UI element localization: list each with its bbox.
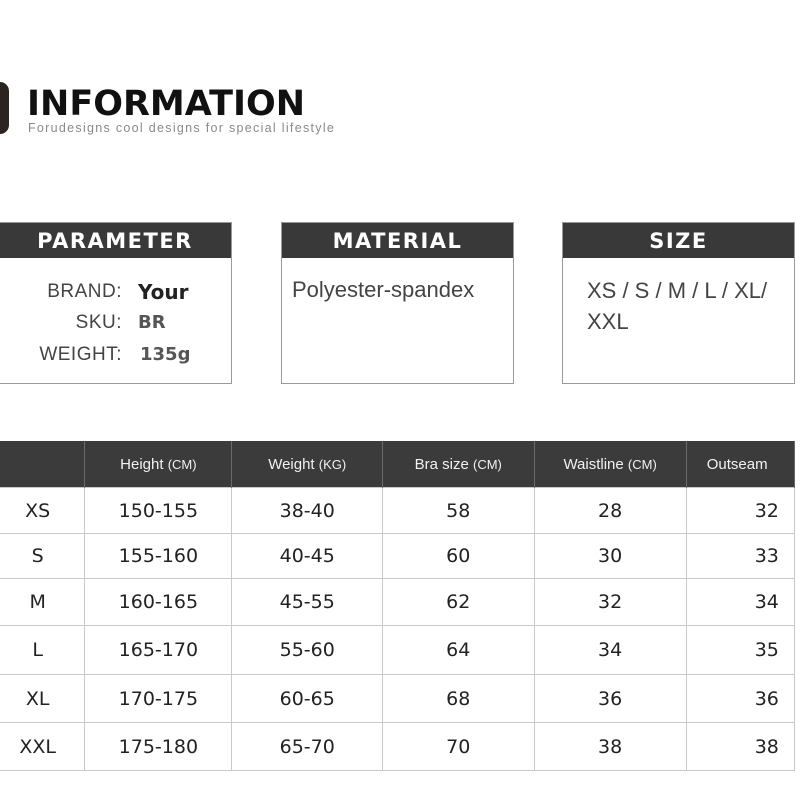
height-cell: 165-170 — [85, 626, 232, 675]
brand-logo-mark — [0, 82, 9, 134]
col-header-height: Height (CM) — [85, 441, 232, 488]
param-label: SKU: — [75, 312, 122, 333]
outseam-cell: 33 — [686, 534, 794, 579]
table-header-row — [0, 441, 795, 488]
weight-cell: 38-40 — [232, 488, 383, 534]
height-cell: 170-175 — [85, 675, 232, 723]
bra-size-cell: 64 — [383, 626, 535, 675]
param-row-brand — [0, 277, 229, 307]
outseam-cell: 34 — [686, 579, 794, 626]
weight-cell: 55-60 — [232, 626, 383, 675]
col-header-outseam: Outseam — [686, 441, 794, 488]
size-cell: XL — [0, 675, 85, 723]
parameter-card-title: PARAMETER — [0, 223, 231, 258]
col-header-weight: Weight (KG) — [232, 441, 383, 488]
height-cell: 150-155 — [85, 488, 232, 534]
param-value: 135g — [140, 344, 191, 365]
height-cell: 155-160 — [85, 534, 232, 579]
table-row — [0, 534, 795, 579]
table-row — [0, 675, 795, 723]
weight-cell: 65-70 — [232, 723, 383, 771]
bra-size-cell: 68 — [383, 675, 535, 723]
size-card — [562, 222, 795, 384]
material-card-title: MATERIAL — [282, 223, 513, 258]
weight-cell: 60-65 — [232, 675, 383, 723]
col-header-waistline: Waistline (CM) — [534, 441, 686, 488]
param-value: BR — [138, 312, 166, 333]
bra-size-cell: 70 — [383, 723, 535, 771]
waistline-cell: 30 — [534, 534, 686, 579]
waistline-cell: 28 — [534, 488, 686, 534]
table-row — [0, 488, 795, 534]
size-value: XS / S / M / L / XL/ XXL — [587, 278, 768, 334]
table-row — [0, 723, 795, 771]
waistline-cell: 36 — [534, 675, 686, 723]
bra-size-cell: 62 — [383, 579, 535, 626]
size-cell: XXL — [0, 723, 85, 771]
outseam-cell: 38 — [686, 723, 794, 771]
weight-cell: 40-45 — [232, 534, 383, 579]
page-title: INFORMATION — [27, 84, 306, 124]
col-header-bra-size: Bra size (CM) — [383, 441, 535, 488]
parameter-card — [0, 222, 232, 384]
param-row-weight — [0, 340, 229, 370]
bra-size-cell: 58 — [383, 488, 535, 534]
waistline-cell: 38 — [534, 723, 686, 771]
waistline-cell: 32 — [534, 579, 686, 626]
outseam-cell: 35 — [686, 626, 794, 675]
page-subtitle: Forudesigns cool designs for special lifestyle — [28, 121, 336, 135]
bra-size-cell: 60 — [383, 534, 535, 579]
param-value: Your — [138, 280, 189, 304]
height-cell: 175-180 — [85, 723, 232, 771]
size-chart — [0, 441, 805, 771]
outseam-cell: 36 — [686, 675, 794, 723]
col-header-size — [0, 441, 85, 488]
param-row-sku — [0, 308, 229, 338]
outseam-cell: 32 — [686, 488, 794, 534]
size-cell: XS — [0, 488, 85, 534]
material-value: Polyester-spandex — [292, 277, 475, 302]
waistline-cell: 34 — [534, 626, 686, 675]
size-cell: L — [0, 626, 85, 675]
size-card-title: SIZE — [563, 223, 794, 258]
size-cell: S — [0, 534, 85, 579]
size-table — [0, 441, 795, 771]
table-row — [0, 579, 795, 626]
size-cell: M — [0, 579, 85, 626]
param-label: WEIGHT: — [39, 344, 122, 365]
height-cell: 160-165 — [85, 579, 232, 626]
weight-cell: 45-55 — [232, 579, 383, 626]
table-row — [0, 626, 795, 675]
param-label: BRAND: — [47, 281, 122, 302]
material-card — [281, 222, 514, 384]
